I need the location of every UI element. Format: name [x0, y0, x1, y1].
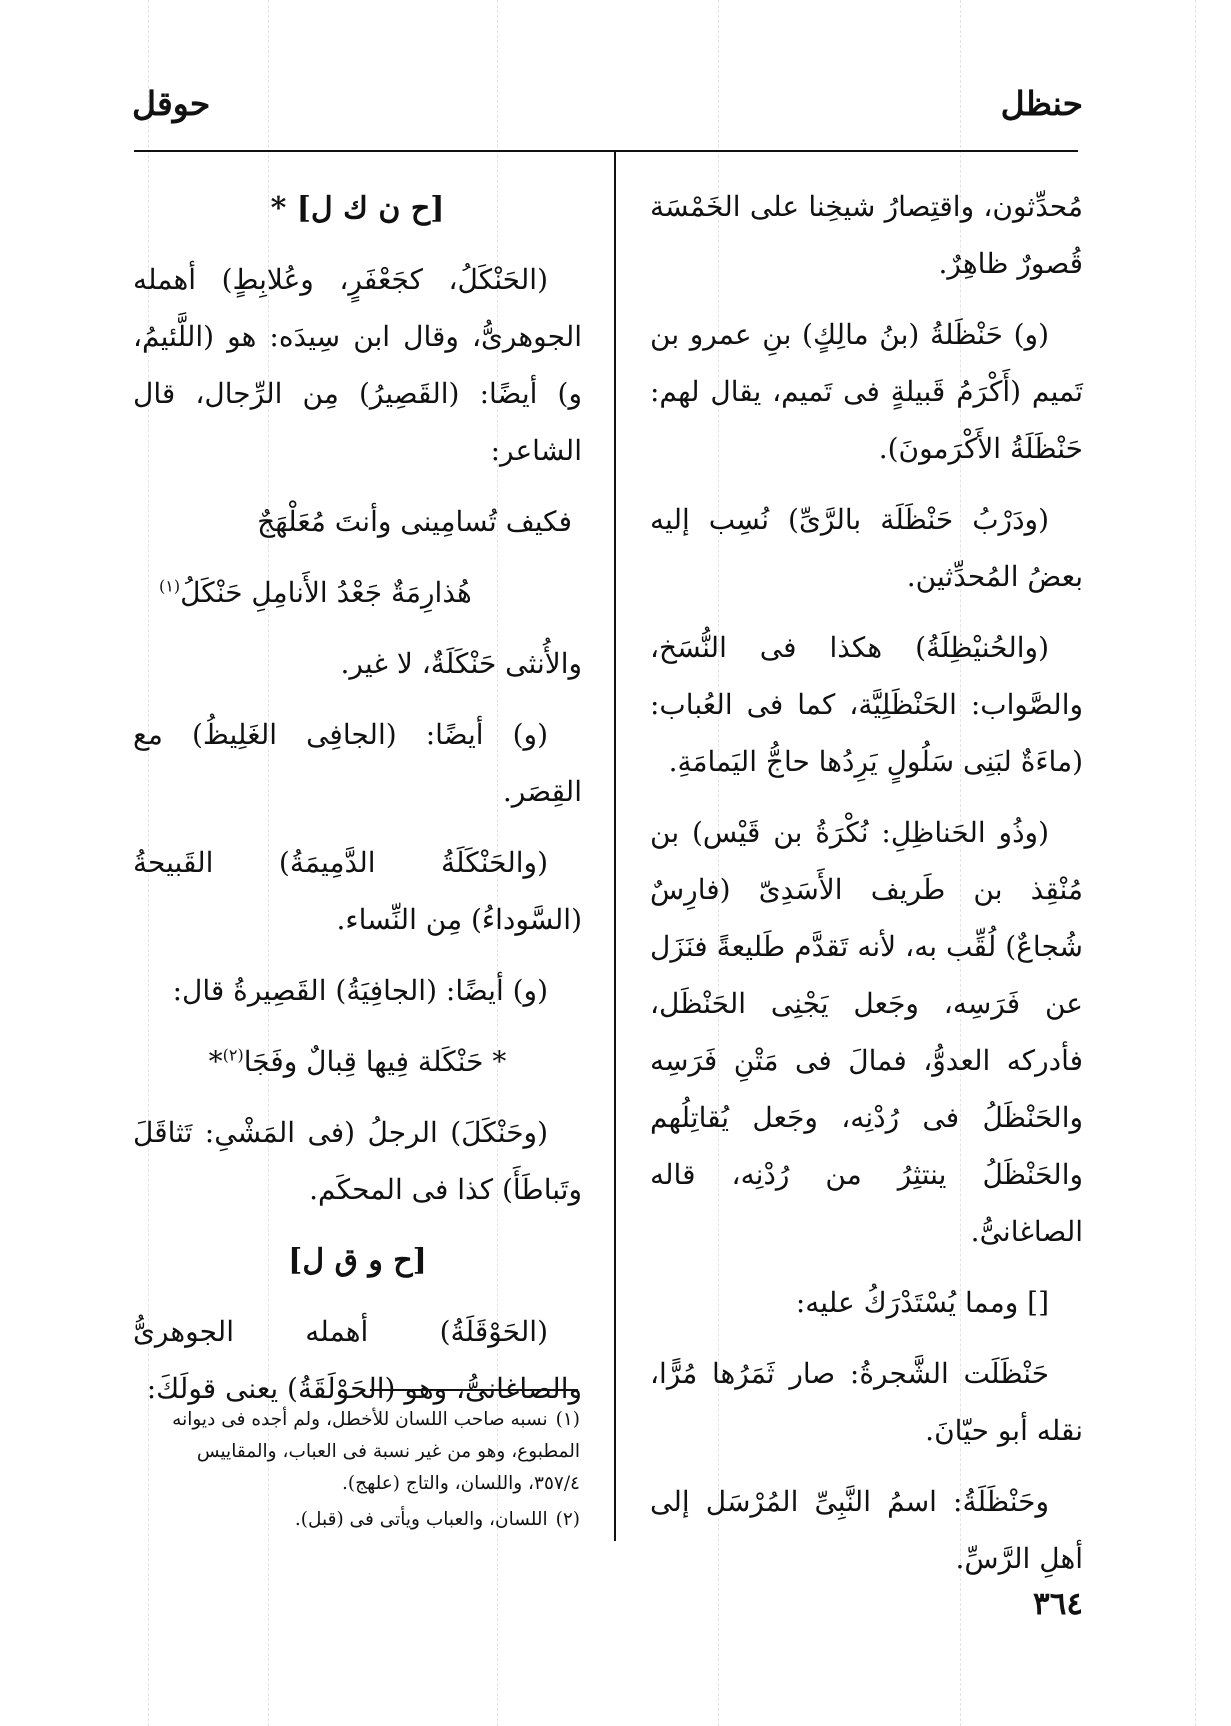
section-heading: [ح ن ك ل] *	[270, 191, 445, 226]
paragraph: [] ومما يُسْتَدْرَكُ عليه:	[795, 1286, 1049, 1319]
verse-line: فكيف تُسامِينى وأنتَ مُعَلْهَجٌ	[257, 505, 572, 538]
footnote-number: (١)	[555, 1409, 580, 1430]
verse-line	[133, 564, 582, 621]
paragraph: (الحَوْقَلَةُ) أهمله الجوهرىُّ والصاغانىُّ، وهو (الحَوْلَقَةُ) يعنى قولَكَ:	[133, 1315, 582, 1405]
footnotes	[140, 1404, 580, 1540]
paragraph: وحَنْظَلَةُ: اسمُ النَّبِىِّ المُرْسَل إلى أهلِ الرَّسِّ.	[650, 1485, 1083, 1575]
verse-star: *	[208, 1045, 223, 1078]
paragraph: حَنْظَلَت الشَّجرةُ: صار ثَمَرُها مُرًّا، نقله أبو حيّانَ.	[650, 1357, 1083, 1447]
verse-line	[133, 1033, 582, 1090]
footnote-text: نسبه صاحب اللسان للأخطل، ولم أجده فى ديوانه المطبوع، وهو من غير نسبة فى العباب، والمقاييس ٣٥٧/٤، واللسان، والتاج (علهج).	[172, 1409, 580, 1494]
paragraph: (و) حَنْظَلةُ (بنُ مالِكٍ) بنِ عمرو بن تَميم (أَكْرَمُ قَبيلةٍ فى تَميم، يقال لهم: حَنْظَلَةُ الأَكْرَمونَ).	[650, 318, 1083, 465]
footnote-rule	[370, 1389, 578, 1391]
column-divider	[614, 152, 616, 1541]
footnote-marker: (١)	[159, 576, 181, 596]
footnote-marker: (٢)	[222, 1045, 244, 1065]
paragraph: (و) أيضًا: (الجافِى الغَلِيظُ) مع القِصَر.	[133, 718, 582, 808]
paragraph: (والحُنيْظِلَةُ) هكذا فى النُّسَخ، والصَّواب: الحَنْظَلِيَّة، كما فى العُباب: (ماءَةٌ لبَنِى سَلُولٍ يَرِدُها حاجُّ اليَمامَةِ.	[650, 631, 1083, 778]
left-column	[133, 180, 582, 1431]
header-rule	[134, 150, 1078, 152]
running-header-left: حوقل	[132, 84, 211, 123]
paragraph: (الحَنْكَلُ، كجَعْفَرٍ، وعُلابِطٍ) أهمله الجوهرىُّ، وقال ابن سِيدَه: هو (اللَّئيمُ، و) أيضًا: (القَصِيرُ) مِن الرِّجال، قال الشاعر:	[133, 263, 582, 467]
running-header-right: حنظل	[1000, 84, 1083, 123]
grid-line	[1195, 0, 1196, 1726]
footnote	[140, 1404, 580, 1500]
paragraph: والأُنثى حَنْكَلَةٌ، لا غير.	[340, 647, 582, 680]
paragraph: (و) أيضًا: (الجافِيَةُ) القَصِيرةُ قال:	[172, 974, 548, 1007]
right-column	[650, 178, 1083, 1601]
page-number: ٣٦٤	[1033, 1586, 1083, 1622]
footnote-number: (٢)	[555, 1509, 580, 1530]
paragraph: مُحدِّثون، واقتِصارُ شيخِنا على الخَمْسَة قُصورٌ ظاهِرٌ.	[650, 190, 1083, 280]
footnote	[140, 1504, 580, 1536]
paragraph: (وذُو الحَناظِلِ: نُكْرَةُ بن قَيْس) بن مُنْقِذ بن طَريف الأَسَدِىّ (فارِسٌ شُجاعٌ) لُقِّب به، لأنه تَقدَّم طَليعةً فنَزَل عن فَرَسِه، وجَعل يَجْنِى الحَنْظَل، فأدركه العدوُّ، فمالَ فى مَتْنِ فَرَسِه والحَنْظَلُ فى رُدْنِه، وجَعل يُقاتِلُهم والحَنْظَلُ ينتثِرُ من رُدْنِه، قاله الصاغانىُّ.	[650, 816, 1083, 1248]
paragraph: (والحَنْكَلَةُ الدَّمِيمَةُ) القَبيحةُ (السَّوداءُ) مِن النِّساء.	[133, 846, 582, 936]
section-heading: [ح و ق ل]	[288, 1243, 427, 1278]
paragraph: (وحَنْكَلَ) الرجلُ (فى المَشْىِ: تَثاقَلَ وتَباطَأَ) كذا فى المحكَم.	[133, 1116, 582, 1206]
paragraph: (ودَرْبُ حَنْظَلَة بالرَّىِّ) نُسِب إليه بعضُ المُحدِّثين.	[650, 503, 1083, 593]
verse-text: * حَنْكَلة فِيها قِبالٌ وفَجَا	[243, 1045, 507, 1078]
footnote-text: اللسان، والعباب ويأتى فى (قبل).	[294, 1509, 548, 1530]
verse-text: هُذارِمَةٌ جَعْدُ الأَنامِلِ حَنْكَلُ	[180, 576, 472, 609]
